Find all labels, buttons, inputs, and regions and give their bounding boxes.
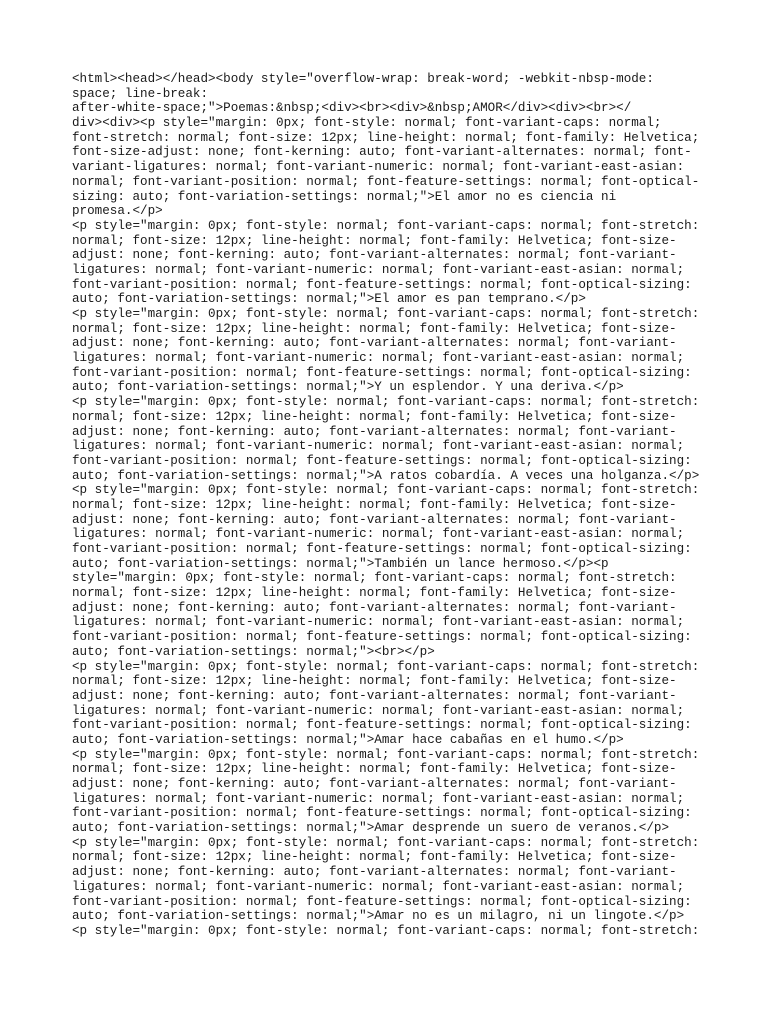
text-line: <p style="margin: 0px; font-style: normal; font-variant-caps: normal; font-stretch:: [72, 307, 700, 321]
document-page: [72, 72, 702, 939]
text-line: style="margin: 0px; font-style: normal; font-variant-caps: normal; font-stretch:: [72, 571, 677, 586]
text-line: auto; font-variation-settings: normal;"><br></p>: [72, 644, 435, 659]
text-line: ligatures: normal; font-variant-numeric: normal; font-variant-east-asian: normal;: [72, 703, 685, 718]
text-line: font-size-adjust: none; font-kerning: auto; font-variant-alternates: normal; font-: [72, 145, 692, 160]
text-line: adjust: none; font-kerning: auto; font-variant-alternates: normal; font-variant-: [72, 336, 677, 351]
text-line: <p style="margin: 0px; font-style: normal; font-variant-caps: normal; font-stretch:: [72, 218, 700, 233]
text-line: normal; font-size: 12px; line-height: normal; font-family: Helvetica; font-size-: [72, 762, 677, 777]
text-line: <p style="margin: 0px; font-style: normal; font-variant-caps: normal; font-stretch:: [72, 747, 700, 762]
text-line: normal; font-size: 12px; line-height: normal; font-family: Helvetica; font-size-: [72, 586, 677, 601]
text-line: variant-ligatures: normal; font-variant-numeric: normal; font-variant-east-asian:: [72, 160, 685, 175]
text-line: normal; font-size: 12px; line-height: normal; font-family: Helvetica; font-size-: [72, 497, 677, 512]
text-line: <p style="margin: 0px; font-style: normal; font-variant-caps: normal; font-stretch:: [72, 659, 700, 674]
text-line: auto; font-variation-settings: normal;">Amar hace cabañas en el humo.</p>: [72, 732, 624, 747]
text-line: adjust: none; font-kerning: auto; font-variant-alternates: normal; font-variant-: [72, 688, 677, 703]
text-line: font-variant-position: normal; font-feature-settings: normal; font-optical-sizing:: [72, 277, 692, 292]
text-line: auto; font-variation-settings: normal;">A ratos cobardía. A veces una holganza.</p>: [72, 468, 700, 483]
text-line: font-variant-position: normal; font-feature-settings: normal; font-optical-sizing:: [72, 542, 692, 556]
text-line: ligatures: normal; font-variant-numeric: normal; font-variant-east-asian: normal;: [72, 351, 685, 366]
document-text: [72, 72, 702, 939]
text-line: ligatures: normal; font-variant-numeric: normal; font-variant-east-asian: normal;: [72, 879, 685, 894]
text-line: font-variant-position: normal; font-feature-settings: normal; font-optical-sizing:: [72, 718, 692, 733]
text-line: font-stretch: normal; font-size: 12px; line-height: normal; font-family: Helvetica;: [72, 130, 700, 145]
text-line: normal; font-size: 12px; line-height: normal; font-family: Helvetica; font-size-: [72, 321, 677, 336]
text-line: font-variant-position: normal; font-feature-settings: normal; font-optical-sizing:: [72, 453, 692, 468]
text-line: <p style="margin: 0px; font-style: normal; font-variant-caps: normal; font-stretch:: [72, 395, 700, 410]
text-line: ligatures: normal; font-variant-numeric: normal; font-variant-east-asian: normal;: [72, 791, 685, 806]
text-line: ligatures: normal; font-variant-numeric: normal; font-variant-east-asian: normal;: [72, 527, 685, 542]
text-line: after-white-space;">Poemas:&nbsp;<div><br><div>&nbsp;AMOR</div><div><br></: [72, 101, 632, 116]
text-line: auto; font-variation-settings: normal;">Y un esplendor. Y una deriva.</p>: [72, 380, 624, 395]
text-line: ligatures: normal; font-variant-numeric: normal; font-variant-east-asian: normal;: [72, 615, 685, 630]
text-line: normal; font-size: 12px; line-height: normal; font-family: Helvetica; font-size-: [72, 233, 677, 248]
text-line: adjust: none; font-kerning: auto; font-variant-alternates: normal; font-variant-: [72, 512, 677, 527]
text-line: adjust: none; font-kerning: auto; font-variant-alternates: normal; font-variant-: [72, 600, 677, 615]
text-line: font-variant-position: normal; font-feature-settings: normal; font-optical-sizing:: [72, 630, 692, 645]
text-line: normal; font-size: 12px; line-height: normal; font-family: Helvetica; font-size-: [72, 850, 677, 865]
text-line: <p style="margin: 0px; font-style: normal; font-variant-caps: normal; font-stretch:: [72, 923, 700, 938]
text-line: <p style="margin: 0px; font-style: normal; font-variant-caps: normal; font-stretch:: [72, 835, 700, 850]
text-line: adjust: none; font-kerning: auto; font-variant-alternates: normal; font-variant-: [72, 248, 677, 263]
text-line: ligatures: normal; font-variant-numeric: normal; font-variant-east-asian: normal;: [72, 439, 685, 454]
text-line: adjust: none; font-kerning: auto; font-variant-alternates: normal; font-variant-: [72, 777, 677, 791]
text-line: font-variant-position: normal; font-feature-settings: normal; font-optical-sizing:: [72, 365, 692, 380]
text-line: <p style="margin: 0px; font-style: normal; font-variant-caps: normal; font-stretch:: [72, 483, 700, 498]
text-line: <html><head></head><body style="overflow-wrap: break-word; -webkit-nbsp-mode:: [72, 72, 654, 86]
text-line: font-variant-position: normal; font-feature-settings: normal; font-optical-sizing:: [72, 806, 692, 821]
text-line: adjust: none; font-kerning: auto; font-variant-alternates: normal; font-variant-: [72, 424, 677, 439]
text-line: space; line-break:: [72, 86, 209, 101]
text-line: div><div><p style="margin: 0px; font-style: normal; font-variant-caps: normal;: [72, 116, 662, 131]
text-line: auto; font-variation-settings: normal;">Amar desprende un suero de veranos.</p>: [72, 821, 670, 836]
text-line: auto; font-variation-settings: normal;">También un lance hermoso.</p><p: [72, 556, 609, 571]
text-line: font-variant-position: normal; font-feature-settings: normal; font-optical-sizing:: [72, 894, 692, 909]
text-line: sizing: auto; font-variation-settings: normal;">El amor no es ciencia ni: [72, 189, 617, 204]
text-line: normal; font-variant-position: normal; font-feature-settings: normal; font-optical-: [72, 174, 700, 189]
text-line: ligatures: normal; font-variant-numeric: normal; font-variant-east-asian: normal;: [72, 262, 685, 277]
text-line: auto; font-variation-settings: normal;">Amar no es un milagro, ni un lingote.</p>: [72, 909, 685, 924]
text-line: adjust: none; font-kerning: auto; font-variant-alternates: normal; font-variant-: [72, 865, 677, 880]
text-line: auto; font-variation-settings: normal;">El amor es pan temprano.</p>: [72, 292, 586, 307]
text-line: promesa.</p>: [72, 204, 163, 219]
text-line: normal; font-size: 12px; line-height: normal; font-family: Helvetica; font-size-: [72, 674, 677, 689]
text-line: normal; font-size: 12px; line-height: normal; font-family: Helvetica; font-size-: [72, 409, 677, 424]
